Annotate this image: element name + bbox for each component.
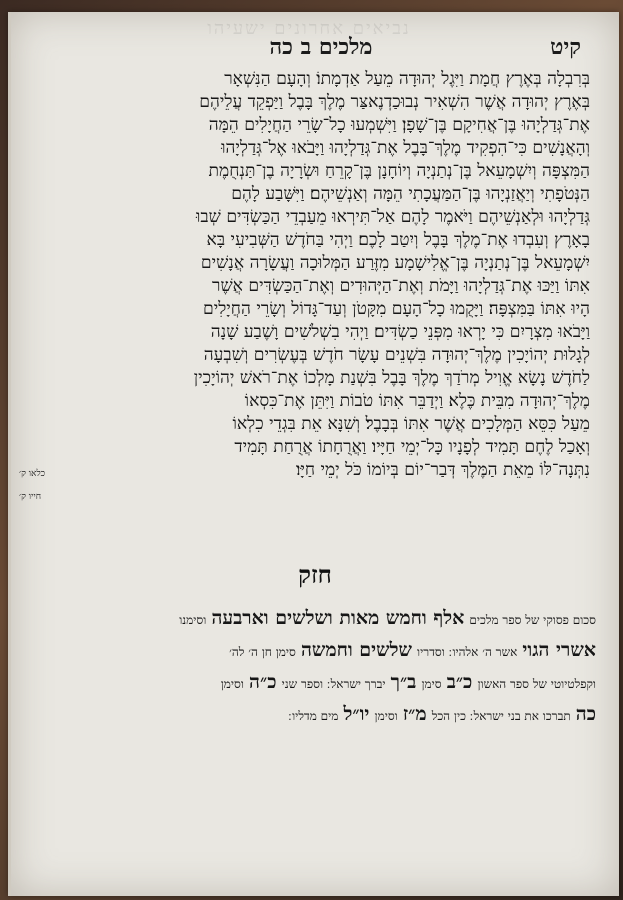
text-line: הָיוּ אִתּוֹ בַּמִּצְפָּה׃ וַיָּקֻמוּ כָל־הָעָם מִקָּטֹן וְעַד־גָּדוֹל וְשָׂרֵי הַחֲיָלִים bbox=[203, 299, 590, 319]
colophon-line bbox=[51, 634, 596, 666]
text-line: בָאָרֶץ וְעִבְדוּ אֶת־מֶלֶךְ בָּבֶל וְיִטַב לָכֶם׃ וַיְהִי בַּחֹדֶשׁ הַשְּׁבִיעִי בָּא bbox=[206, 230, 590, 250]
text-line: הַמִּצְפָּה וְיִשְׁמָעֵאל בֶּן־נְתַנְיָה וְיוֹחָנָן בֶּן־קָרֵחַ וּשְׂרָיָה בֶן־תַּנְחֻמֶת bbox=[208, 161, 590, 181]
text-line: בְּאֶרֶץ יְהוּדָה אֲשֶׁר הִשְׁאִיר נְבוּכַדְנֶאצַּר מֶלֶךְ בָּבֶל וַיַּפְקֵד עֲלֵיהֶם bbox=[199, 92, 590, 112]
text-line: וְהָאֲנָשִׁים כִּי־הִפְקִיד מֶלֶךְ־בָּבֶל אֶת־גְּדַלְיָהוּ וַיָּבֹאוּ אֶל־גְּדַלְיָהוּ bbox=[221, 138, 590, 158]
colophon-mnemonic: ב״ך bbox=[390, 671, 417, 693]
book-page bbox=[8, 12, 619, 896]
colophon-count: כ״ה bbox=[249, 671, 277, 693]
colophon-text: סכום פסוקי של ספר מלכים bbox=[469, 613, 596, 627]
colophon-line bbox=[51, 666, 596, 698]
colophon-text: סימן חן ה׳ לה׳ bbox=[229, 645, 296, 659]
colophon-text: וסימן bbox=[220, 677, 244, 691]
text-line: וַיָּבֹאוּ מִצְרָיִם כִּי יָרְאוּ מִפְּנֵי כַשְׂדִּים׃ וַיְהִי בִשְׁלֹשִׁים וָשֶׁבַע שָׁנָה bbox=[210, 322, 590, 342]
text-line: יִשְׁמָעֵאל בֶּן־נְתַנְיָה בֶּן־אֱלִישָׁמָע מִזֶּרַע הַמְּלוּכָה וַעֲשָׂרָה אֲנָשִׁים bbox=[200, 253, 590, 273]
colophon-count: אלף וחמש מאות ושלשים וארבעה bbox=[211, 607, 465, 629]
margin-note: כלאו ק׳ bbox=[19, 469, 46, 479]
colophon-count: שלשים וחמשה bbox=[300, 639, 412, 661]
colophon-text: וקפלטיוטי של ספר האשון bbox=[477, 677, 596, 691]
text-line: אֶת־גְּדַלְיָהוּ בֶּן־אֲחִיקָם בֶּן־שָׁפָן׃ וַיִּשְׁמְעוּ כָל־שָׂרֵי הַחֲיָלִים הֵמָּה bbox=[208, 115, 590, 135]
text-line: מֶלֶךְ־יְהוּדָה מִבֵּית כֶּלֶא׃ וַיְדַבֵּר אִתּוֹ טֹבוֹת וַיִּתֵּן אֶת־כִּסְאוֹ bbox=[244, 391, 590, 411]
text-line: אִתּוֹ וַיַּכּוּ אֶת־גְּדַלְיָהוּ וַיָּמֹת וְאֶת־הַיְּהוּדִים וְאֶת־הַכַּשְׂדִּים אֲשֶׁר bbox=[212, 276, 590, 296]
bleed-through-text: נביאים אחרונים ישעיהו bbox=[207, 18, 411, 39]
colophon-mnemonic: כה bbox=[575, 703, 596, 725]
colophon-text: וסימן bbox=[374, 709, 398, 723]
folio-number: קיט bbox=[550, 34, 581, 60]
colophon-text: יברך ישראל ׃ וספר שני bbox=[281, 677, 386, 691]
colophon-text: מים מדליו ׃ bbox=[288, 709, 339, 723]
scripture-text bbox=[55, 68, 590, 482]
text-line: בְּרִבְלָה בְּאֶרֶץ חֲמָת וַיִּגֶל יְהוּדָה מֵעַל אַדְמָתוֹ׃ וְהָעָם הַנִּשְׁאָר bbox=[224, 69, 590, 89]
colophon-mnemonic: אשרי הגוי bbox=[522, 639, 596, 661]
text-line: הַנְּטֹפָתִי וְיַאֲזַנְיָהוּ בֶּן־הַמַּעֲכָתִי הֵמָּה וְאַנְשֵׁיהֶם׃ וַיִּשָּׁבַע לָהֶם bbox=[231, 184, 590, 204]
text-line: לַחֹדֶשׁ נָשָׂא אֱוִיל מְרֹדַךְ מֶלֶךְ בָּבֶל בִּשְׁנַת מָלְכוֹ אֶת־רֹאשׁ יְהוֹיָכִין bbox=[193, 368, 590, 388]
margin-note: חייו ק׳ bbox=[19, 492, 42, 502]
colophon-line bbox=[51, 602, 596, 634]
colophon-text: אשר ה׳ אלהיו ׃ וסדריו bbox=[417, 645, 518, 659]
text-line: גְּדַלְיָהוּ וּלְאַנְשֵׁיהֶם וַיֹּאמֶר לָהֶם אַל־תִּירְאוּ מֵעַבְדֵי הַכַּשְׂדִּים שְׁבוּ bbox=[196, 207, 590, 227]
colophon-mnemonic: יו״ל bbox=[343, 703, 370, 725]
colophon-heading: חזק bbox=[298, 560, 332, 589]
colophon-text: תברכו את בני ישראל ׃ כין הכל bbox=[431, 709, 571, 723]
colophon-text: סימן bbox=[421, 677, 442, 691]
colophon-text: וסימנו bbox=[179, 613, 207, 627]
text-line: לְגָלוּת יְהוֹיָכִין מֶלֶךְ־יְהוּדָה בִּשְׁנֵים עָשָׂר חֹדֶשׁ בְּעֶשְׂרִים וְשִׁבְעָה bbox=[203, 345, 590, 365]
colophon-summary bbox=[51, 602, 596, 730]
colophon-count: כ״ב bbox=[446, 671, 473, 693]
text-line: נִתְּנָה־לּוֹ מֵאֵת הַמֶּלֶךְ דְּבַר־יוֹם בְּיוֹמוֹ כֹּל יְמֵי חַיָּו׃ bbox=[295, 460, 590, 480]
colophon-count: מ״ז bbox=[402, 703, 427, 725]
colophon-line bbox=[51, 698, 596, 730]
running-title: מלכים ב כה bbox=[269, 34, 373, 60]
text-line: מֵעַל כִּסֵּא הַמְּלָכִים אֲשֶׁר אִתּוֹ בְּבָבֶל׃ וְשִׁנָּא אֵת בִּגְדֵי כִלְאוֹ bbox=[232, 414, 590, 434]
page-header bbox=[51, 34, 591, 64]
text-line: וְאָכַל לֶחֶם תָּמִיד לְפָנָיו כָּל־יְמֵי חַיָּיו׃ וַאֲרֻחָתוֹ אֲרֻחַת תָּמִיד bbox=[234, 437, 590, 457]
